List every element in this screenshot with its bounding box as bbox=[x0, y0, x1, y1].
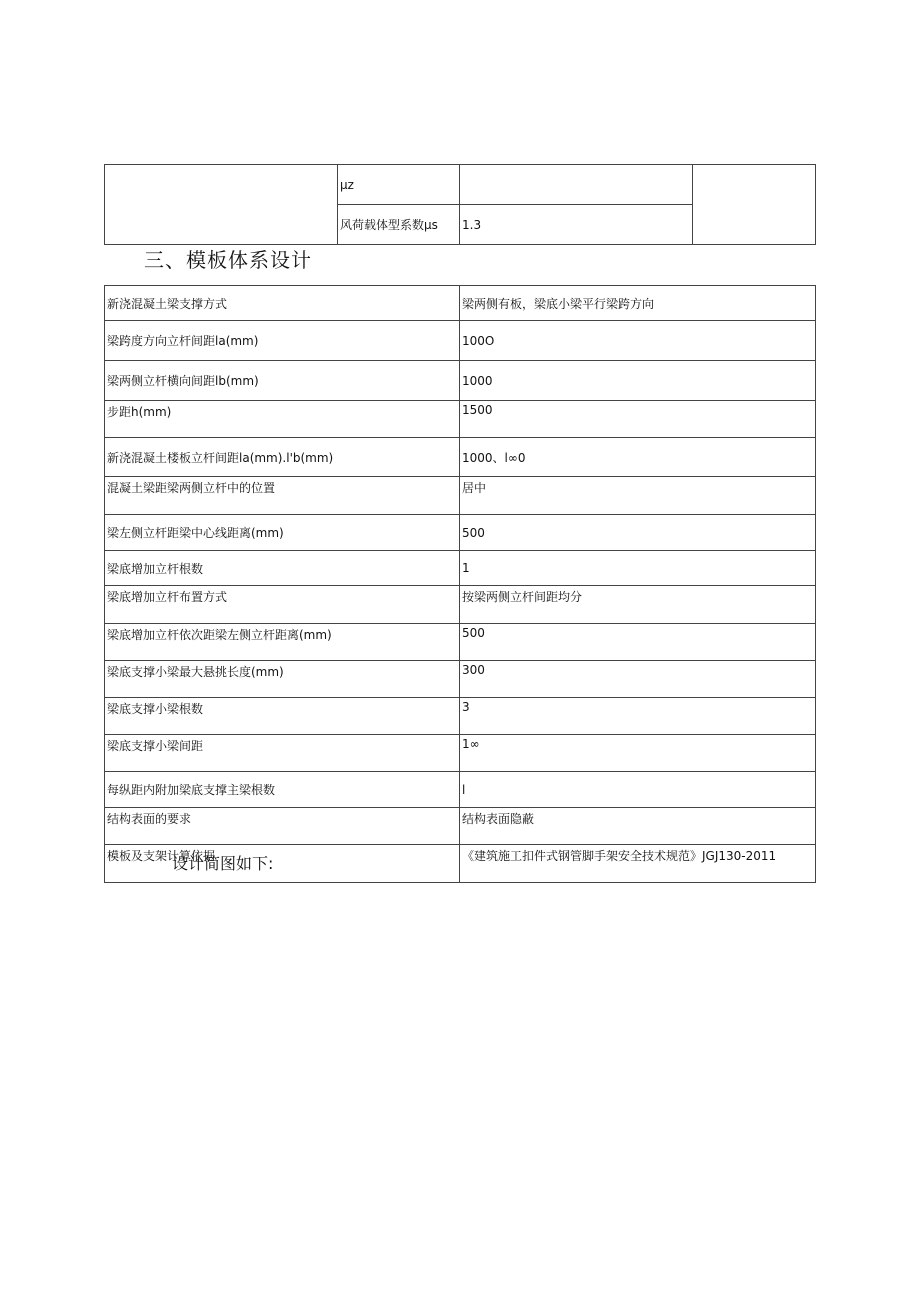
row-label: 新浇混凝土梁支撑方式 bbox=[105, 286, 460, 321]
table-row bbox=[105, 515, 816, 551]
row-value: 结构表面隐蔽 bbox=[460, 808, 816, 845]
table-row bbox=[105, 438, 816, 477]
row-value: 1000 bbox=[460, 361, 816, 401]
row-value: 1.3 bbox=[460, 205, 693, 245]
row-label: 梁跨度方向立杆间距la(mm) bbox=[105, 321, 460, 361]
row-label: 梁底增加立杆依次距梁左侧立杆距离(mm) bbox=[105, 624, 460, 661]
row-label: 梁左侧立杆距梁中心线距离(mm) bbox=[105, 515, 460, 551]
table-row bbox=[105, 477, 816, 515]
table-row bbox=[105, 772, 816, 808]
table-row bbox=[105, 661, 816, 698]
row-label: 梁两侧立杆横向间距lb(mm) bbox=[105, 361, 460, 401]
table-row bbox=[105, 586, 816, 624]
wind-load-table bbox=[104, 164, 816, 245]
table-row bbox=[105, 165, 816, 205]
row-value: 300 bbox=[460, 661, 816, 698]
row-value: 500 bbox=[460, 515, 816, 551]
row-value: 《建筑施工扣件式钢管脚手架安全技术规范》JGJ130-2011 bbox=[460, 845, 816, 883]
row-label: 每纵距内附加梁底支撑主梁根数 bbox=[105, 772, 460, 808]
row-label: 梁底增加立杆根数 bbox=[105, 551, 460, 586]
row-value: l bbox=[460, 772, 816, 808]
table-row bbox=[105, 401, 816, 438]
table-row bbox=[105, 808, 816, 845]
row-label: 模板及支架计算依据 bbox=[105, 845, 460, 883]
row-value: 1500 bbox=[460, 401, 816, 438]
table-row bbox=[105, 321, 816, 361]
row-value: 居中 bbox=[460, 477, 816, 515]
table-row bbox=[105, 735, 816, 772]
row-value: 1000、l∞0 bbox=[460, 438, 816, 477]
section-title: 三、模板体系设计 bbox=[144, 248, 312, 272]
table-row bbox=[105, 286, 816, 321]
row-label: 步距h(mm) bbox=[105, 401, 460, 438]
row-value: 1 bbox=[460, 551, 816, 586]
diagram-caption: 设计简图如下: bbox=[172, 854, 274, 873]
row-label: 梁底支撑小梁最大悬挑长度(mm) bbox=[105, 661, 460, 698]
row-label: 风荷载体型系数μs bbox=[338, 205, 460, 245]
row-value: 500 bbox=[460, 624, 816, 661]
table-row bbox=[105, 624, 816, 661]
blank-cell bbox=[105, 165, 338, 245]
row-label: 结构表面的要求 bbox=[105, 808, 460, 845]
row-value: 按梁两侧立杆间距均分 bbox=[460, 586, 816, 624]
row-label: 梁底支撑小梁根数 bbox=[105, 698, 460, 735]
table-row bbox=[105, 361, 816, 401]
blank-cell bbox=[693, 165, 816, 245]
row-label: 梁底支撑小梁间距 bbox=[105, 735, 460, 772]
table-row bbox=[105, 551, 816, 586]
row-label: 混凝土梁距梁两侧立杆中的位置 bbox=[105, 477, 460, 515]
formwork-design-table bbox=[104, 285, 816, 883]
row-label: 新浇混凝土楼板立杆间距la(mm).l'b(mm) bbox=[105, 438, 460, 477]
row-value: 100O bbox=[460, 321, 816, 361]
row-label: μz bbox=[338, 165, 460, 205]
row-value: 3 bbox=[460, 698, 816, 735]
row-value: 梁两侧有板，梁底小梁平行梁跨方向 bbox=[460, 286, 816, 321]
row-value bbox=[460, 165, 693, 205]
row-label: 梁底增加立杆布置方式 bbox=[105, 586, 460, 624]
table-row bbox=[105, 698, 816, 735]
row-value: 1∞ bbox=[460, 735, 816, 772]
